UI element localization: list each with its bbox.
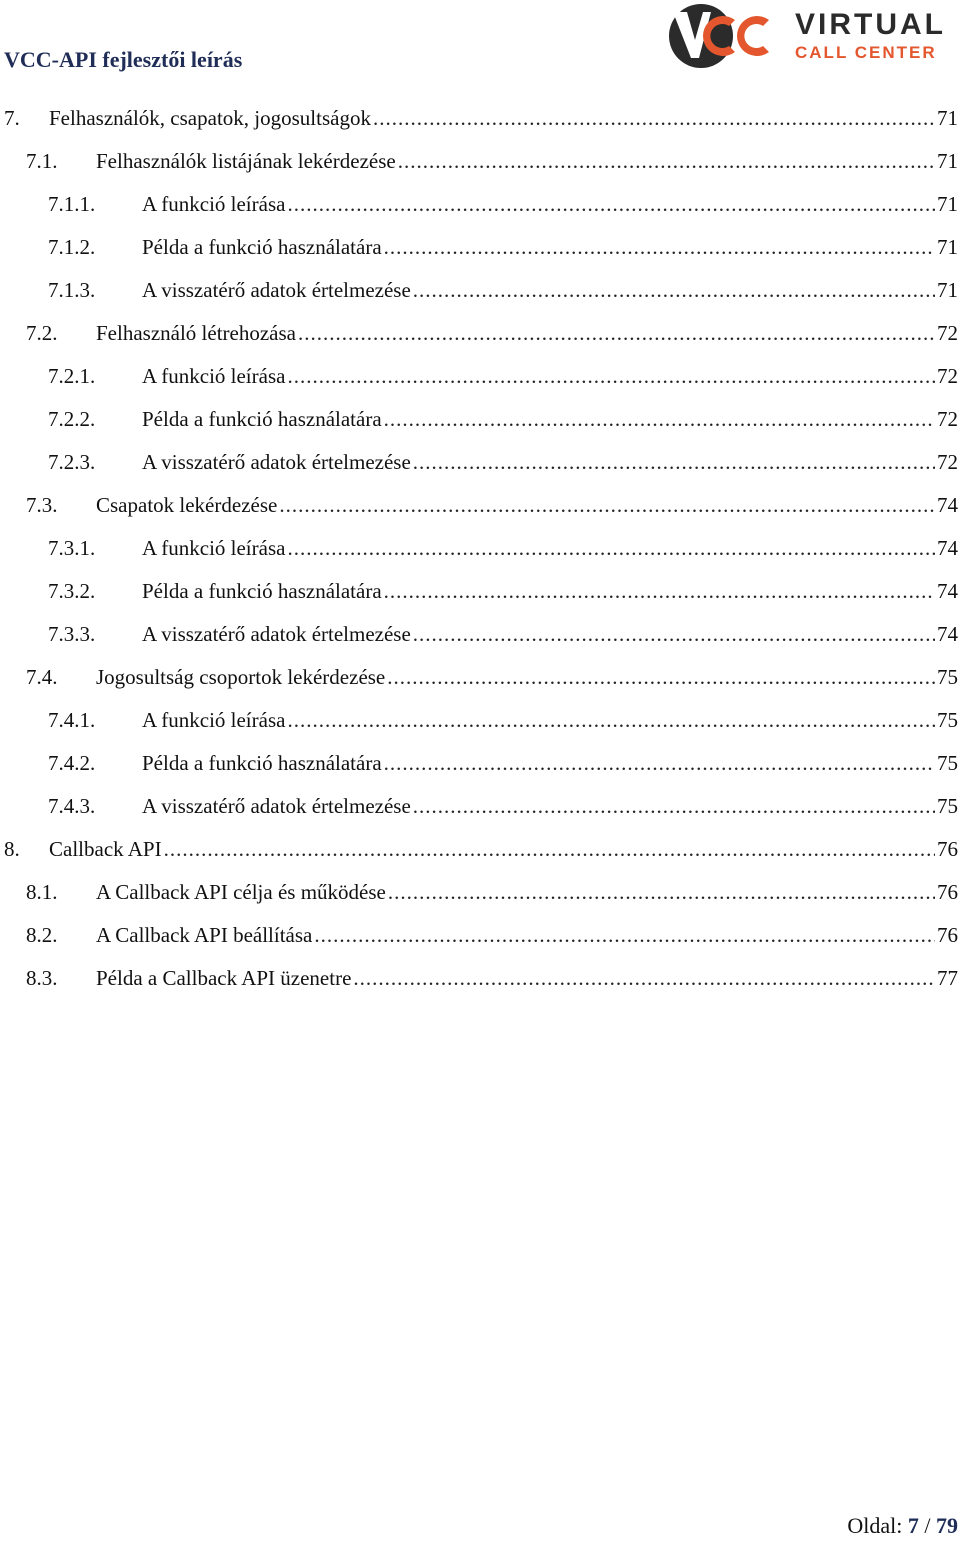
toc-entry-number: 7.3.1. bbox=[48, 536, 96, 560]
toc-dot-leader bbox=[388, 874, 935, 910]
toc-dot-leader bbox=[353, 960, 935, 996]
toc-entry-number: 8. bbox=[4, 837, 20, 861]
toc-entry[interactable] bbox=[0, 960, 960, 996]
toc-entry[interactable] bbox=[0, 530, 960, 566]
toc-dot-leader bbox=[287, 530, 935, 566]
toc-entry-title: Példa a Callback API üzenetre bbox=[96, 966, 352, 990]
toc-entry[interactable] bbox=[0, 487, 960, 523]
toc-entry-number: 7.2.2. bbox=[48, 407, 96, 431]
total-pages: 79 bbox=[936, 1513, 958, 1538]
toc-entry-page: 75 bbox=[937, 794, 958, 818]
page-number bbox=[847, 1510, 958, 1542]
toc-dot-leader bbox=[413, 272, 935, 308]
toc-entry-title: Felhasználók, csapatok, jogosultságok bbox=[49, 106, 371, 130]
toc-entry-title: A funkció leírása bbox=[142, 192, 286, 216]
toc-entry-title: Felhasználó létrehozása bbox=[96, 321, 296, 345]
toc-entry-page: 71 bbox=[937, 149, 958, 173]
current-page: 7 bbox=[907, 1513, 919, 1538]
toc-entry-page: 76 bbox=[937, 837, 958, 861]
toc-entry[interactable] bbox=[0, 358, 960, 394]
toc-entry-number: 8.3. bbox=[26, 966, 58, 990]
page-separator: / bbox=[924, 1513, 931, 1538]
toc-entry-page: 74 bbox=[937, 579, 958, 603]
toc-dot-leader bbox=[298, 315, 935, 351]
vcc-logo bbox=[665, 0, 960, 72]
toc-entry-page: 71 bbox=[937, 192, 958, 216]
toc-entry-page: 75 bbox=[937, 708, 958, 732]
toc-entry-page: 72 bbox=[937, 450, 958, 474]
toc-entry-title: A Callback API célja és működése bbox=[96, 880, 386, 904]
toc-dot-leader bbox=[413, 444, 935, 480]
toc-entry-page: 74 bbox=[937, 536, 958, 560]
toc-dot-leader bbox=[279, 487, 935, 523]
toc-entry[interactable] bbox=[0, 186, 960, 222]
toc-entry[interactable] bbox=[0, 401, 960, 437]
toc-dot-leader bbox=[384, 229, 935, 265]
toc-entry-page: 77 bbox=[937, 966, 958, 990]
toc-entry-page: 74 bbox=[937, 493, 958, 517]
toc-entry-page: 76 bbox=[937, 880, 958, 904]
toc-entry-number: 7.1. bbox=[26, 149, 58, 173]
toc-entry-number: 7.3.3. bbox=[48, 622, 96, 646]
toc-dot-leader bbox=[384, 745, 935, 781]
toc-entry-number: 7.2. bbox=[26, 321, 58, 345]
toc-entry-number: 7.2.3. bbox=[48, 450, 96, 474]
toc-entry[interactable] bbox=[0, 229, 960, 265]
toc-entry-title: Példa a funkció használatára bbox=[142, 235, 382, 259]
toc-entry-number: 7.4.2. bbox=[48, 751, 96, 775]
toc-entry-number: 7.3.2. bbox=[48, 579, 96, 603]
toc-dot-leader bbox=[398, 143, 935, 179]
toc-entry[interactable] bbox=[0, 100, 960, 136]
toc-entry[interactable] bbox=[0, 745, 960, 781]
toc-entry-title: Csapatok lekérdezése bbox=[96, 493, 278, 517]
toc-entry-number: 7.4.3. bbox=[48, 794, 96, 818]
toc-entry-number: 7.1.1. bbox=[48, 192, 96, 216]
toc-dot-leader bbox=[164, 831, 935, 867]
toc-entry[interactable] bbox=[0, 444, 960, 480]
toc-entry-number: 7. bbox=[4, 106, 20, 130]
toc-entry-title: A funkció leírása bbox=[142, 708, 286, 732]
toc-entry-title: Felhasználók listájának lekérdezése bbox=[96, 149, 396, 173]
toc-entry[interactable] bbox=[0, 659, 960, 695]
toc-entry-title: A funkció leírása bbox=[142, 364, 286, 388]
toc-entry[interactable] bbox=[0, 831, 960, 867]
toc-entry-page: 72 bbox=[937, 321, 958, 345]
toc-entry-number: 8.1. bbox=[26, 880, 58, 904]
toc-entry-page: 76 bbox=[937, 923, 958, 947]
toc-entry[interactable] bbox=[0, 616, 960, 652]
toc-dot-leader bbox=[387, 659, 935, 695]
toc-entry-title: Példa a funkció használatára bbox=[142, 579, 382, 603]
toc-entry-title: Példa a funkció használatára bbox=[142, 751, 382, 775]
toc-entry-title: A Callback API beállítása bbox=[96, 923, 313, 947]
toc-entry-number: 7.1.3. bbox=[48, 278, 96, 302]
toc-entry[interactable] bbox=[0, 272, 960, 308]
toc-dot-leader bbox=[413, 788, 935, 824]
toc-entry-page: 75 bbox=[937, 665, 958, 689]
toc-entry-page: 71 bbox=[937, 235, 958, 259]
toc-dot-leader bbox=[287, 186, 935, 222]
toc-entry-page: 75 bbox=[937, 751, 958, 775]
toc-entry-page: 74 bbox=[937, 622, 958, 646]
toc-entry-number: 7.3. bbox=[26, 493, 58, 517]
toc-entry-title: Példa a funkció használatára bbox=[142, 407, 382, 431]
toc-entry-number: 7.2.1. bbox=[48, 364, 96, 388]
toc-entry-number: 7.4.1. bbox=[48, 708, 96, 732]
toc-entry-title: Callback API bbox=[49, 837, 162, 861]
toc-dot-leader bbox=[384, 401, 935, 437]
logo-line1: VIRTUAL bbox=[795, 8, 946, 41]
toc-entry[interactable] bbox=[0, 143, 960, 179]
toc-dot-leader bbox=[314, 917, 935, 953]
toc-dot-leader bbox=[373, 100, 935, 136]
toc-entry-page: 72 bbox=[937, 364, 958, 388]
toc-dot-leader bbox=[413, 616, 935, 652]
toc-entry-title: A visszatérő adatok értelmezése bbox=[142, 622, 411, 646]
toc-entry-page: 71 bbox=[937, 278, 958, 302]
page-label: Oldal: bbox=[847, 1513, 903, 1538]
toc-entry[interactable] bbox=[0, 315, 960, 351]
toc-entry-title: Jogosultság csoportok lekérdezése bbox=[96, 665, 386, 689]
toc-entry-number: 7.1.2. bbox=[48, 235, 96, 259]
toc-entry[interactable] bbox=[0, 573, 960, 609]
toc-entry-page: 71 bbox=[937, 106, 958, 130]
toc-entry[interactable] bbox=[0, 702, 960, 738]
toc-entry-title: A visszatérő adatok értelmezése bbox=[142, 278, 411, 302]
document-title: VCC-API fejlesztői leírás bbox=[4, 47, 243, 72]
toc-entry-title: A funkció leírása bbox=[142, 536, 286, 560]
logo-line2: CALL CENTER bbox=[795, 43, 937, 62]
toc-dot-leader bbox=[384, 573, 935, 609]
toc-entry[interactable] bbox=[0, 917, 960, 953]
toc-dot-leader bbox=[287, 702, 935, 738]
toc-entry-title: A visszatérő adatok értelmezése bbox=[142, 450, 411, 474]
toc-entry-page: 72 bbox=[937, 407, 958, 431]
toc-entry[interactable] bbox=[0, 788, 960, 824]
toc-entry-number: 7.4. bbox=[26, 665, 58, 689]
toc-entry[interactable] bbox=[0, 874, 960, 910]
toc-entry-number: 8.2. bbox=[26, 923, 58, 947]
toc-entry-title: A visszatérő adatok értelmezése bbox=[142, 794, 411, 818]
toc-dot-leader bbox=[287, 358, 935, 394]
